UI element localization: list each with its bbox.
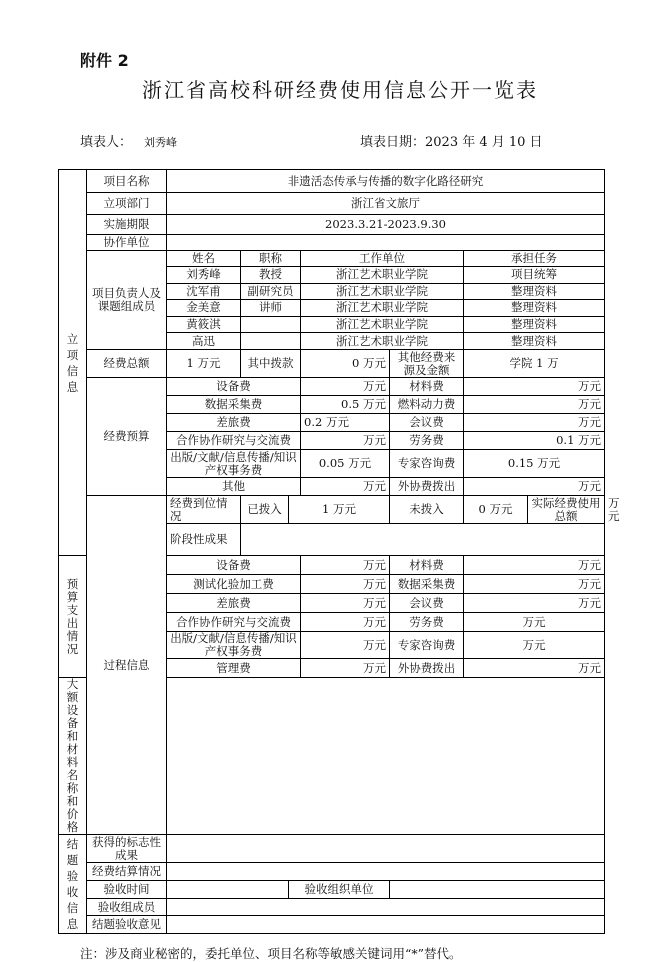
- amount: 万元: [301, 659, 390, 678]
- amount: 万元: [464, 659, 605, 678]
- amount: 0.1 万元: [464, 432, 605, 450]
- table-cell: 专家咨询费: [390, 450, 464, 478]
- table-cell: 燃料动力费: [390, 396, 464, 414]
- member-title: 副研究员: [241, 283, 301, 300]
- amount: 万元: [464, 396, 605, 414]
- table-row: [59, 350, 605, 378]
- table-row: 过程信息 经费到位情况 已拨入 1 万元 未拨入 0 万元 实际经费使用总额 万元: [59, 496, 605, 524]
- table-cell: 其他: [167, 478, 301, 496]
- amount: 万元: [301, 478, 390, 496]
- table-cell: 专家咨询费: [390, 632, 464, 659]
- table-cell: 差旅费: [167, 594, 301, 613]
- project-name: 非遗活态传承与传播的数字化路径研究: [167, 170, 605, 193]
- empty-cell: [167, 899, 605, 916]
- member-task: 整理资料: [464, 316, 605, 333]
- empty-cell: [167, 916, 605, 934]
- filler-label: 填表人：: [80, 135, 133, 150]
- table-cell: 合作协作研究与交流费: [167, 613, 301, 632]
- member-name: 高迅: [167, 333, 241, 350]
- empty-cell: [241, 524, 605, 556]
- label: 项目名称: [87, 170, 167, 193]
- table-cell: 1 万元: [289, 496, 390, 524]
- table-row: [59, 235, 605, 251]
- section-project: 立项信息: [59, 170, 87, 556]
- table-cell: 其他经费来源及金额: [390, 350, 464, 378]
- table-cell: 实际经费使用总额: [528, 496, 605, 524]
- amount: 0.15 万元: [464, 450, 605, 478]
- table-cell: 未拨入: [390, 496, 464, 524]
- member-name: 黄筱淇: [167, 316, 241, 333]
- table-cell: 数据采集费: [167, 396, 301, 414]
- table-cell: 已拨入: [241, 496, 289, 524]
- member-task: 整理资料: [464, 333, 605, 350]
- table-cell: 经费预算: [87, 378, 167, 496]
- table-cell: 设备费: [167, 556, 301, 575]
- amount: 万元: [301, 594, 390, 613]
- empty-cell: [390, 881, 605, 899]
- table-cell: 经费总额: [87, 350, 167, 378]
- table-row: [59, 863, 605, 881]
- info-table: [58, 169, 620, 934]
- table-cell: 学院 1 万: [464, 350, 605, 378]
- table-cell: 1 万元: [167, 350, 241, 378]
- amount: 万元: [301, 556, 390, 575]
- amount: 万元: [301, 432, 390, 450]
- table-cell: 劳务费: [390, 432, 464, 450]
- table-cell: 验收组成员: [87, 899, 167, 916]
- member-name: 刘秀峰: [167, 267, 241, 284]
- amount: 万元: [464, 414, 605, 432]
- empty-cell: [167, 678, 605, 835]
- table-cell: 姓名: [167, 251, 241, 267]
- table-row: [59, 881, 605, 899]
- table-cell: 出版/文献/信息传播/知识产权事务费: [167, 450, 301, 478]
- table-row: [59, 378, 605, 396]
- amount: 0.5 万元: [301, 396, 390, 414]
- table-row: [59, 916, 605, 934]
- empty-cell: [167, 863, 605, 881]
- table-cell: 经费结算情况: [87, 863, 167, 881]
- table-row: [59, 170, 605, 193]
- table-cell: 承担任务: [464, 251, 605, 267]
- member-unit: 浙江艺术职业学院: [301, 333, 464, 350]
- table-cell: 出版/文献/信息传播/知识产权事务费: [167, 632, 301, 659]
- amount: 万元: [301, 613, 390, 632]
- member-title: [241, 316, 301, 333]
- table-cell: 经费到位情况: [167, 496, 241, 524]
- table-cell: 其中拨款: [241, 350, 301, 378]
- member-unit: 浙江艺术职业学院: [301, 283, 464, 300]
- table-cell: 大额设备和材料名称和价格: [59, 678, 87, 835]
- member-title: 教授: [241, 267, 301, 284]
- table-cell: 管理费: [167, 659, 301, 678]
- table-cell: 协作单位: [87, 235, 167, 251]
- member-task: 整理资料: [464, 283, 605, 300]
- table-cell: 材料费: [390, 378, 464, 396]
- table-cell: 预算支出情况: [59, 556, 87, 678]
- table-cell: 结题验收意见: [87, 916, 167, 934]
- page-title: 浙江省高校科研经费使用信息公开一览表: [142, 78, 538, 102]
- section-closing: 结题验收信息: [59, 835, 87, 934]
- table-cell: 获得的标志性成果: [87, 835, 167, 863]
- amount: 万元: [301, 632, 390, 659]
- document-body: [58, 169, 620, 962]
- member-title: [241, 333, 301, 350]
- fill-date: 填表日期：2023 年 4 月 10 日: [360, 135, 543, 150]
- member-name: 沈军甫: [167, 283, 241, 300]
- table-row: [59, 193, 605, 215]
- amount: 万元: [464, 613, 605, 632]
- table-cell: 数据采集费: [390, 575, 464, 594]
- member-unit: 浙江艺术职业学院: [301, 267, 464, 284]
- amount: 万元: [301, 575, 390, 594]
- amount: 万元: [464, 478, 605, 496]
- amount: 万元: [464, 556, 605, 575]
- table-cell: [167, 235, 605, 251]
- table-cell: 0 万元: [464, 496, 528, 524]
- table-cell: 会议费: [390, 594, 464, 613]
- table-cell: 工作单位: [301, 251, 464, 267]
- amount: 万元: [464, 378, 605, 396]
- amount: 万元: [464, 594, 605, 613]
- table-cell: 设备费: [167, 378, 301, 396]
- attachment-label: 附件 2: [80, 51, 129, 70]
- table-cell: 实施期限: [87, 215, 167, 235]
- member-title: 讲师: [241, 300, 301, 317]
- section-process: 过程信息: [87, 496, 167, 835]
- member-name: 金美意: [167, 300, 241, 317]
- table-cell: 差旅费: [167, 414, 301, 432]
- table-cell: 材料费: [390, 556, 464, 575]
- footnote: 注：涉及商业秘密的，委托单位、项目名称等敏感关键词用“*”替代。: [80, 946, 462, 961]
- table-cell: 劳务费: [390, 613, 464, 632]
- amount: 0.05 万元: [301, 450, 390, 478]
- empty-cell: [167, 835, 605, 863]
- table-cell: 外协费拨出: [390, 478, 464, 496]
- table-cell: 会议费: [390, 414, 464, 432]
- filler-name: 刘秀峰: [144, 136, 178, 149]
- filler: [80, 131, 177, 150]
- table-row: [59, 835, 605, 863]
- empty-cell: [167, 881, 289, 899]
- table-cell: 阶段性成果: [167, 524, 241, 556]
- table-row: [59, 215, 605, 235]
- table-cell: 验收时间: [87, 881, 167, 899]
- table-cell: 2023.3.21-2023.9.30: [167, 215, 605, 235]
- member-task: 项目统筹: [464, 267, 605, 284]
- table-cell: 职称: [241, 251, 301, 267]
- table-cell: 项目负责人及课题组成员: [87, 251, 167, 350]
- table-cell: 浙江省文旅厅: [167, 193, 605, 215]
- amount: 万元: [464, 632, 605, 659]
- table-row: [59, 899, 605, 916]
- member-unit: 浙江艺术职业学院: [301, 300, 464, 317]
- amount: 万元: [464, 575, 605, 594]
- amount: 万元: [301, 378, 390, 396]
- table-cell: 验收组织单位: [289, 881, 390, 899]
- member-task: 整理资料: [464, 300, 605, 317]
- table-cell: 外协费拨出: [390, 659, 464, 678]
- table-cell: 合作协作研究与交流费: [167, 432, 301, 450]
- amount: 0.2 万元: [301, 414, 390, 432]
- member-unit: 浙江艺术职业学院: [301, 316, 464, 333]
- table-cell: 立项部门: [87, 193, 167, 215]
- table-row: [59, 251, 605, 267]
- table-cell: 0 万元: [301, 350, 390, 378]
- table-cell: 测试化验加工费: [167, 575, 301, 594]
